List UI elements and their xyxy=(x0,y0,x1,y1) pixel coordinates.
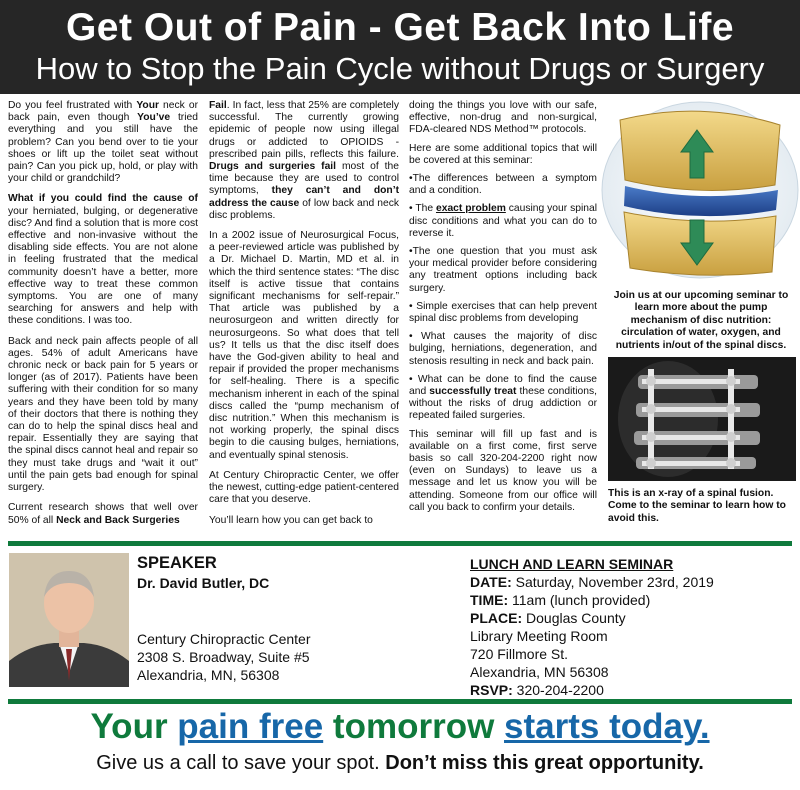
text-run: • The xyxy=(409,203,436,215)
text-run: starts today. xyxy=(504,707,710,746)
text-run: neck or back pain, even though xyxy=(8,100,198,124)
slogan xyxy=(0,705,800,749)
bullet-item: • What causes the majority of disc bulging, herniations, degeneration, and stenosis resulting in neck and back pain. xyxy=(409,331,597,367)
divider xyxy=(8,699,792,704)
bullet-item: • Simple exercises that can help prevent spinal disc problems from developing xyxy=(409,300,597,325)
seminar-place-line: Library Meeting Room xyxy=(470,628,608,644)
text-run: of low back and neck disc problems. xyxy=(209,197,400,221)
speaker-heading: SPEAKER xyxy=(137,554,217,572)
text-run: Give us a call to save your spot. xyxy=(96,752,386,774)
spine-caption: Join us at our upcoming seminar to learn more about the pump mechanism of disc nutrition: circulation of water, oxygen, and nutrients in/out of the spinal discs. xyxy=(613,290,789,351)
paragraph xyxy=(8,502,198,526)
xray-spinal-fusion-image xyxy=(608,357,796,481)
article-column-1 xyxy=(8,100,198,535)
text-run: these conditions, without the risks of drug addiction or repeated failed surgeries. xyxy=(409,386,597,422)
office-street: 2308 S. Broadway, Suite #5 xyxy=(137,649,310,665)
text-run: successfully treat xyxy=(429,386,517,398)
value: 11am (lunch provided) xyxy=(508,592,651,608)
seminar-place-line: Alexandria, MN 56308 xyxy=(470,664,609,680)
text-run: your herniated, bulging, or degenerative disc? And find a solution that is more cost effective and non-invasive without the disabling side effects. You are not alone in feeling frustrated that the medical community doesn’t have a better, more effective way to treat these common symptoms. You are one of many searching for answers and help with these conditions. I was too. xyxy=(8,205,198,327)
text-run: Your xyxy=(136,100,160,111)
paragraph: At Century Chiropractic Center, we offer the newest, cutting-edge patient-centered care that you deserve. xyxy=(209,469,399,506)
paragraph xyxy=(8,193,198,327)
speaker-photo xyxy=(9,553,129,687)
text-run: Your xyxy=(90,707,178,746)
paragraph: Back and neck pain affects people of all ages. 54% of adult Americans have chronic neck or back pain for 5 years or longer (as of 2017). Patients have been suffering with their condition for so many years and they have been told by many of their doctors that there is nothing they can do to help the spinal discs heal and repair. Essentially they are saying that the spinal discs cannot heal and repair so they must take drugs and “wait it out” until the pain gets bad enough for spinal surgery. xyxy=(8,335,198,494)
text-run: Fail xyxy=(209,100,227,111)
bullet-item xyxy=(409,374,597,423)
office-address xyxy=(137,630,311,684)
bullet-item xyxy=(409,203,597,240)
text-run: exact problem xyxy=(435,203,506,215)
text-run: • What can be done to find the cause and xyxy=(409,373,597,398)
page-subtitle: How to Stop the Pain Cycle without Drugs or Surgery xyxy=(35,51,765,86)
speaker-name: Dr. David Butler, DC xyxy=(137,575,270,591)
text-run: causing your spinal disc conditions and what you can do to reverse it. xyxy=(409,203,597,239)
divider xyxy=(8,541,792,546)
paragraph: You’ll learn how you can get back to xyxy=(209,514,373,526)
label: TIME: xyxy=(470,592,509,608)
text-run: You’ve xyxy=(137,112,171,124)
value: 320-204-2200 xyxy=(512,682,604,698)
article-column-3 xyxy=(409,100,597,520)
seminar-date xyxy=(470,573,714,591)
seminar-place xyxy=(470,609,714,627)
bullet-item: •The differences between a symptom and a condition. xyxy=(409,173,597,197)
text-run: Current research shows that well over 50% of all xyxy=(8,502,198,526)
text-run: Don’t miss this great opportunity. xyxy=(385,752,704,774)
seminar-time xyxy=(470,591,714,609)
seminar-place-line: 720 Fillmore St. xyxy=(470,646,569,662)
seminar-details xyxy=(470,555,714,699)
value: Douglas County xyxy=(522,610,626,626)
seminar-rsvp xyxy=(470,681,714,699)
label: DATE: xyxy=(470,574,512,590)
text-run: they can’t and don’t address the cause xyxy=(209,185,399,209)
office-city: Alexandria, MN, 56308 xyxy=(137,667,280,683)
text-run: Drugs and surgeries fail xyxy=(209,161,337,173)
text-run: tomorrow xyxy=(323,707,505,746)
spine-disc-illustration xyxy=(600,100,800,280)
paragraph xyxy=(209,100,399,222)
value: Saturday, November 23rd, 2019 xyxy=(511,574,714,590)
text-run: Neck and Back Surgeries xyxy=(56,514,180,526)
bullet-item: •The one question that you must ask your medical provider before considering any treatment options including back surgery. xyxy=(409,246,597,294)
text-run: tried everything and you still have the problem? Can you bend over to tie your shoes or lift up the toilet seat without pain? Can you pick up, hold, or play with your child or grandchild? xyxy=(8,112,198,185)
text-run: Do you feel frustrated with xyxy=(8,100,137,111)
seminar-title: LUNCH AND LEARN SEMINAR xyxy=(470,556,674,572)
label: PLACE: xyxy=(470,610,523,626)
paragraph: In a 2002 issue of Neurosurgical Focus, a peer-reviewed article was published by a Dr. Michael D. Martin, MD et al. in which the third sentence states: “The disc itself is active tissue that contains significant mechanisms for self-repair.” That article was published by a neurosurgeon and written directly for neurosurgeons. So what does that tell us? It tells us that the disc itself does have the God-given ability to heal and repair if provided the proper mechanisms for self-healing. There is a specific mechanism inherent in each of the spinal discs called the “pump mechanism of disc nutrition.” When this mechanism is not working properly, the spinal discs begin to die causing bulges, herniations, and eventually spinal stenosis. xyxy=(209,230,399,461)
paragraph: Here are some additional topics that will be covered at this seminar: xyxy=(409,142,597,166)
article-column-2 xyxy=(209,100,399,535)
paragraph: doing the things you love with our safe, effective, non-drug and non-surgical, FDA-cleared NDS Method™ protocols. xyxy=(409,100,597,136)
xray-caption: This is an x-ray of a spinal fusion. Come to the seminar to learn how to avoid this. xyxy=(608,488,786,524)
call-to-action xyxy=(0,750,800,776)
text-run: most of the time because they are used to control symptoms, xyxy=(209,161,399,197)
text-run: pain free xyxy=(177,707,324,746)
paragraph xyxy=(8,100,198,185)
text-run: What if you could find the cause of xyxy=(8,193,198,205)
page-title: Get Out of Pain - Get Back Into Life xyxy=(65,6,735,49)
paragraph: This seminar will fill up fast and is available on a first come, first serve basis so call 320-204-2200 right now (even on Sundays) to leave us a message and let us know you will be attending. Someone from our office will call you back to confirm your details. xyxy=(409,428,597,513)
label: RSVP: xyxy=(470,682,513,698)
header-banner xyxy=(0,0,800,94)
text-run: . In fact, less that 25% are completely successful. The currently growing epidemic of people now using illegal drugs or addicted to OPIOIDS - prescribed pain pills, reflects this failure. xyxy=(209,100,399,160)
office-name: Century Chiropractic Center xyxy=(137,631,311,647)
